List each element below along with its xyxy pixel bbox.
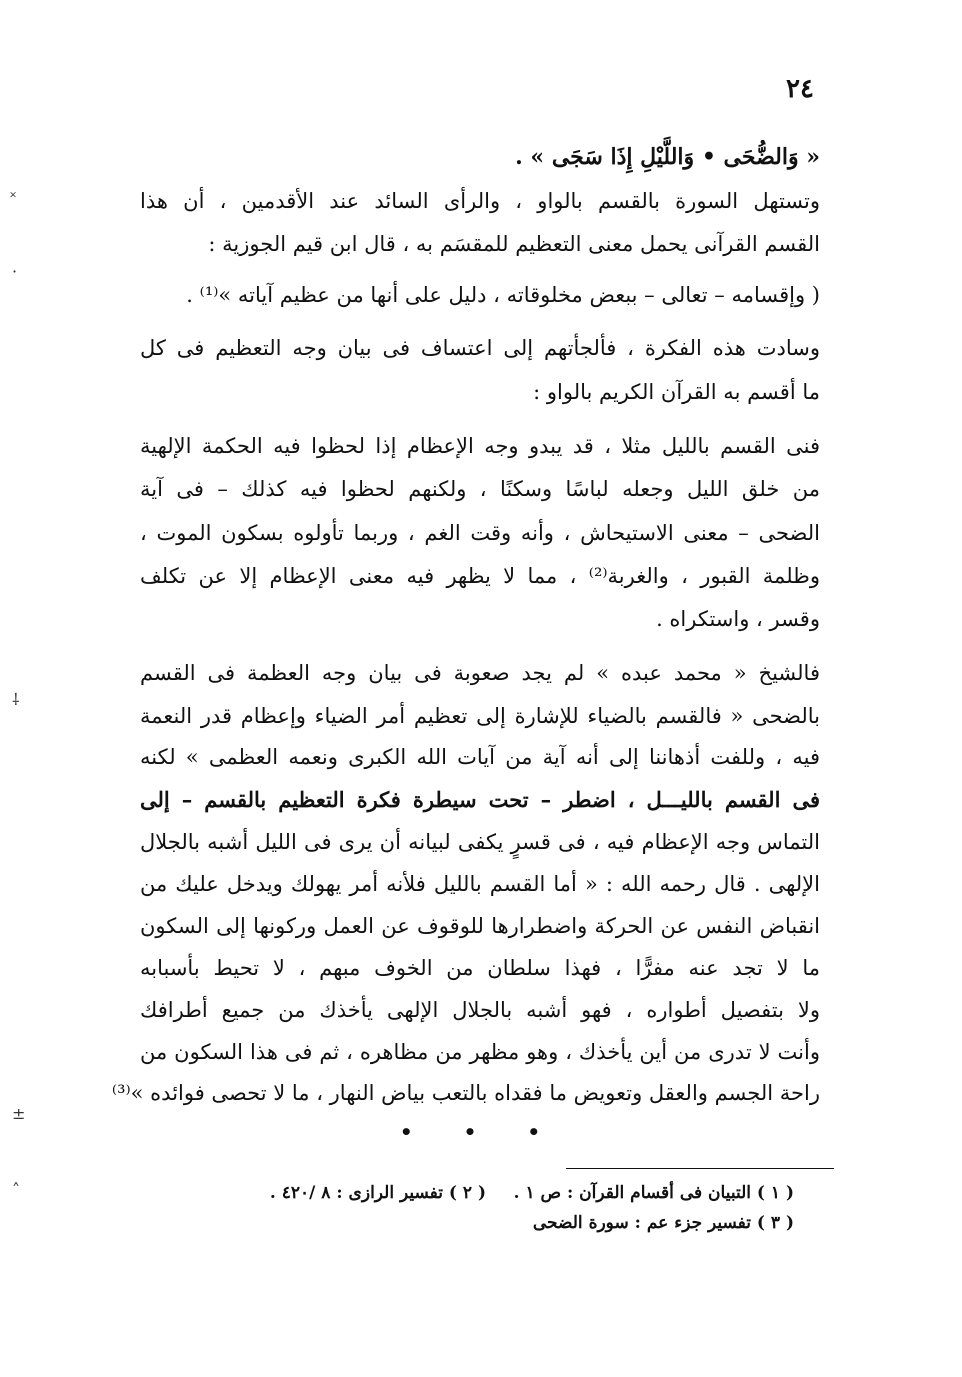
footnote-1: ( ١ ) التبيان فى أقسام القرآن : ص ١ . (513, 1183, 794, 1203)
page-number: ٢٤ (786, 74, 814, 104)
scan-mark-4: ± (12, 1104, 26, 1123)
paragraph-4-line-3: فيه ، وللفت أذهاننا إلى أنه آية من آيات الله الكبرى ونعمه العظمى » لكنه (140, 745, 820, 769)
paragraph-4-line-10: وأنت لا تدرى من أين يأخذك ، وهو مظهر من مظاهره ، ثم فى هذا السكون من (140, 1040, 820, 1064)
paragraph-3-line-3: الضحى – معنى الاستيحاش ، وأنه وقت الغم ، وربما تأولوه بسكون الموت ، (140, 521, 820, 545)
section-separator: • • • (399, 1120, 563, 1144)
scan-mark-5: ˄ (12, 1180, 20, 1199)
paragraph-4-line-6: الإلهى . قال رحمه الله : « أما القسم بالليل فلأنه أمر يهولك ويدخل عليك من (140, 872, 820, 896)
paragraph-4-line-7: انقباض النفس عن الحركة واضطرارها للوقوف عن العمل وركونها إلى السكون (140, 914, 820, 938)
footnote-rule (566, 1168, 834, 1169)
paragraph-1-line-2: القسم القرآنى يحمل معنى التعظيم للمقسَم به ، قال ابن قيم الجوزية : (208, 232, 820, 256)
paragraph-2-line-1: وسادت هذه الفكرة ، فألجأتهم إلى اعتساف فى بيان وجه التعظيم فى كل (140, 336, 820, 360)
paragraph-3-line-1: فنى القسم بالليل مثلا ، قد يبدو وجه الإعظام إذا لحظوا فيه الحكمة الإلهية (140, 434, 820, 458)
paragraph-2-line-2: ما أقسم به القرآن الكريم بالواو : (533, 380, 820, 404)
paragraph-4-line-11: راحة الجسم والعقل وتعويض ما فقداه بالتعب بياض النهار ، ما لا تحصى فوائده »⁽³⁾ (111, 1081, 820, 1105)
paragraph-4-line-1: فالشيخ « محمد عبده » لم يجد صعوبة فى بيان وجه العظمة فى القسم (140, 661, 820, 685)
paragraph-4-line-2: بالضحى « فالقسم بالضياء للإشارة إلى تعظيم أمر الضياء وإعظام قدر النعمة (140, 704, 820, 728)
paragraph-4-line-9: ولا بتفصيل أطواره ، فهو أشبه بالجلال الإلهى يأخذك من جميع أطرافك (140, 998, 820, 1022)
paragraph-3-line-4: وظلمة القبور ، والغربة⁽²⁾ ، مما لا يظهر فيه معنى الإعظام إلا عن تكلف (140, 564, 821, 588)
verse: « وَالضُّحَى • وَاللَّيْلِ إِذَا سَجَى » . (515, 144, 820, 170)
scan-mark-1: ˟ (10, 188, 17, 207)
paragraph-1-line-1: وتستهل السورة بالقسم بالواو ، والرأى السائد عند الأقدمين ، أن هذا (140, 189, 820, 213)
scan-mark-2: · (12, 262, 18, 281)
paragraph-4-line-4: فى القسم بالليـــل ، اضطر – تحت سيطرة فكرة التعظيم بالقسم – إلى (140, 787, 820, 812)
paragraph-4-line-5: التماس وجه الإعظام فيه ، فى قسرٍ يكفى لبيانه أن يرى فى الليل أشبه بالجلال (140, 830, 820, 854)
paragraph-3-line-5: وقسر ، واستكراه . (656, 607, 820, 631)
footnote-2: ( ٢ ) تفسير الرازى : ٨ /٤٢٠ . (269, 1183, 486, 1203)
paragraph-3-line-2: من خلق الليل وجعله لباسًا وسكنًا ، ولكنهم لحظوا فيه كذلك – فى آية (140, 477, 820, 501)
scan-mark-3: ⸸ (12, 690, 20, 709)
footnote-3: ( ٣ ) تفسير جزء عم : سورة الضحى (532, 1213, 794, 1233)
quote-ibn-qayyim: ( وإقسامه – تعالى – ببعض مخلوقاته ، دليل على أنها من عظيم آياته »⁽¹⁾ . (186, 283, 820, 307)
paragraph-4-line-8: ما لا تجد عنه مفرًّا ، فهذا سلطان من الخوف مبهم ، لا تحيط بأسبابه (140, 956, 820, 980)
